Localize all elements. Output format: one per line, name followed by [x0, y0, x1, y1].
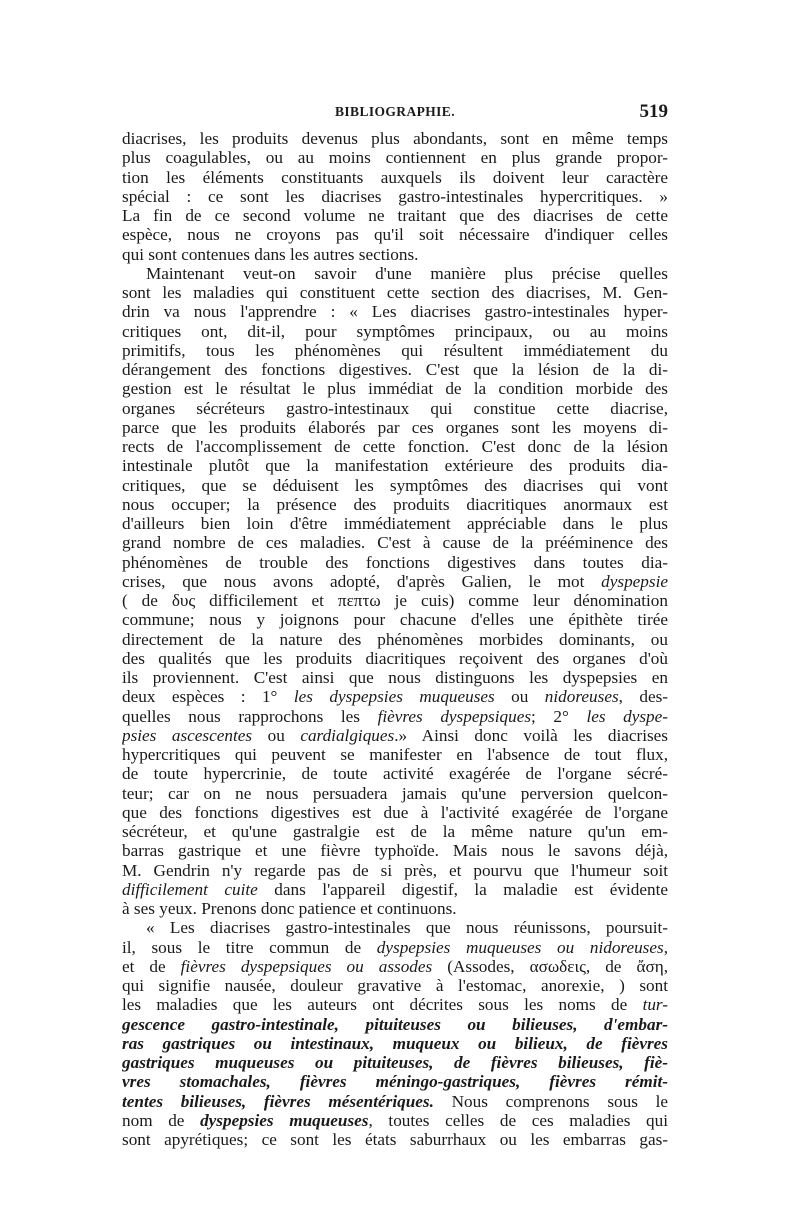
text-line: qui sont contenues dans les autres sections. — [122, 244, 419, 264]
text-line: sont les maladies qui constituent cette section des diacrises, M. Gen- — [122, 283, 668, 302]
text-line: barras gastrique et une fièvre typhoïde. Mais nous le savons déjà, — [122, 841, 668, 861]
text-line: commune; nous y joignons pour chacune d'elles une épithète tirée — [122, 610, 668, 630]
text-line: organes sécréteurs gastro-intestinaux qui constitue cette diacrise, — [122, 398, 668, 418]
italic-term: nidoreuses — [544, 687, 619, 707]
italic-term: dyspepsie — [601, 571, 668, 591]
text-span: quelles nous rapprochons les — [122, 706, 378, 726]
text-line: rects de l'accomplissement de cette fonction. C'est donc de la lésion — [122, 437, 668, 456]
text-line: gescence gastro-intestinale, pituiteuses ou bilieuses, d'embar- — [122, 1014, 668, 1034]
italic-term: fièvres dyspepsiques — [377, 706, 532, 726]
text-line: d'ailleurs bien loin d'être immédiatement appréciable dans le plus — [122, 514, 668, 533]
page-number: 519 — [639, 101, 668, 122]
text-line: drin va nous l'apprendre : « Les diacrises gastro-intestinales hyper- — [122, 302, 668, 322]
italic-term: les dyspepsies muqueuses — [293, 687, 495, 707]
text-line: La fin de ce second volume ne traitant que des diacrises de cette — [122, 206, 668, 225]
text-line: ras gastriques ou intestinaux, muqueux ou bilieux, de fièvres — [122, 1033, 668, 1053]
text-line — [122, 1092, 668, 1111]
text-line — [122, 938, 668, 957]
text-span: , toutes celles de ces maladies qui — [368, 1110, 668, 1130]
text-line — [122, 1111, 668, 1130]
text-line: « Les diacrises gastro-intestinales que nous réunissons, poursuit- — [146, 918, 668, 938]
text-line: sont apyrétiques; ce sont les états saburrhaux ou les embarras gas- — [122, 1130, 668, 1149]
text-span: .» Ainsi donc voilà les diacrises — [394, 725, 668, 745]
text-line — [122, 995, 668, 1014]
text-line — [122, 572, 668, 591]
text-line: M. Gendrin n'y regarde pas de si près, et pourvu que l'humeur soit — [122, 860, 668, 880]
text-line — [122, 957, 668, 976]
text-line: ils proviennent. C'est ainsi que nous distinguons les dyspepsies en — [122, 668, 668, 687]
text-span: ; 2° — [531, 706, 587, 726]
text-line: qui signifie nausée, douleur gravative à l'estomac, anorexie, ) sont — [122, 976, 668, 995]
text-line: gestion est le résultat le plus immédiat de la condition morbide des — [122, 379, 668, 399]
italic-term: dyspepsies muqueuses — [200, 1110, 369, 1130]
text-line: parce que les produits élaborés par ces organes sont les moyens di- — [122, 417, 668, 437]
italic-term: tentes bilieuses, fièvres mésentériques. — [122, 1091, 452, 1111]
text-line: directement de la nature des phénomènes morbides dominants, ou — [122, 629, 668, 649]
text-line: phénomènes de trouble des fonctions digestives dans toutes dia- — [122, 552, 668, 572]
text-line: intestinale plutôt que la manifestation extérieure des produits dia- — [122, 456, 668, 476]
text-span: dans l'appareil digestif, la maladie est évidente — [257, 879, 668, 899]
text-line — [122, 687, 668, 706]
text-span: nom de — [122, 1110, 201, 1130]
text-line: de toute hypercrinie, de toute activité exagérée de l'organe sécré- — [122, 764, 668, 784]
italic-term: les dyspe- — [586, 706, 668, 726]
text-line: spécial : ce sont les diacrises gastro-intestinales hypercritiques. » — [122, 186, 668, 206]
italic-term: fièvres dyspepsiques ou assodes — [180, 956, 433, 976]
text-line: nous occuper; la présence des produits diacritiques anormaux est — [122, 494, 668, 514]
text-line: grand nombre de ces maladies. C'est à cause de la prééminence des — [122, 533, 668, 553]
text-line: tion les éléments constituants auxquels ils doivent leur caractère — [122, 167, 668, 187]
italic-term: tur- — [642, 995, 668, 1015]
text-span: les maladies que les auteurs ont décrites sous les noms de — [122, 995, 643, 1015]
text-span: crises, que nous avons adopté, d'après Galien, le mot — [122, 571, 602, 591]
italic-term: psies ascescentes — [122, 725, 253, 745]
page-header — [122, 101, 668, 124]
text-line: dérangement des fonctions digestives. C'est que la lésion de la di- — [122, 360, 668, 379]
text-span: deux espèces : 1° — [122, 687, 294, 707]
text-line: hypercritiques qui peuvent se manifester en l'absence de tout flux, — [122, 745, 668, 764]
text-span: ou — [252, 725, 301, 745]
text-line — [122, 707, 668, 726]
text-span: , — [663, 937, 668, 957]
text-span: ou — [494, 687, 545, 707]
text-line: à ses yeux. Prenons donc patience et continuons. — [122, 899, 457, 918]
italic-term: cardialgiques — [300, 725, 395, 745]
running-head: BIBLIOGRAPHIE. — [334, 104, 455, 119]
text-line: espèce, nous ne croyons pas qu'il soit nécessaire d'indiquer celles — [122, 225, 668, 245]
italic-term: dyspepsies muqueuses ou nidoreuses — [376, 937, 664, 957]
text-line: sécréteur, et qu'une gastralgie est de la même nature qu'un em- — [122, 822, 668, 841]
text-span: il, sous le titre commun de — [122, 937, 377, 957]
text-line — [122, 880, 668, 899]
text-span: , des- — [618, 687, 668, 707]
text-line: vres stomachales, fièvres méningo-gastriques, fièvres rémit- — [122, 1072, 668, 1092]
text-line: gastriques muqueuses ou pituiteuses, de fièvres bilieuses, fiè- — [122, 1053, 668, 1072]
text-line: plus coagulables, ou au moins contiennent en plus grande propor- — [122, 148, 668, 168]
text-span: (Assodes, ασωδεις, de ἄση, — [432, 956, 668, 976]
text-line: que des fonctions digestives est due à l'activité exagérée de l'organe — [122, 802, 668, 822]
text-line: des qualités que les produits diacritiques reçoivent des organes d'où — [122, 648, 668, 668]
text-line: diacrises, les produits devenus plus abondants, sont en même temps — [122, 129, 668, 148]
italic-term: difficilement cuite — [122, 879, 258, 899]
text-line: critiques, que se déduisent les symptômes des diacrises qui vont — [122, 475, 668, 495]
text-line: Maintenant veut-on savoir d'une manière plus précise quelles — [146, 263, 668, 283]
text-line: critiques ont, dit-il, pour symptômes principaux, ou au moins — [122, 321, 668, 341]
text-line — [122, 726, 668, 745]
text-line: primitifs, tous les phénomènes qui résultent immédiatement du — [122, 340, 668, 360]
text-line: ( de δυς difficilement et πεπτω je cuis) comme leur dénomination — [122, 591, 668, 610]
text-span: et de — [122, 956, 181, 976]
body-text — [122, 129, 668, 1149]
text-line: teur; car on ne nous persuadera jamais qu'une perversion quelcon- — [122, 783, 668, 803]
text-span: Nous comprenons sous le — [451, 1091, 668, 1111]
